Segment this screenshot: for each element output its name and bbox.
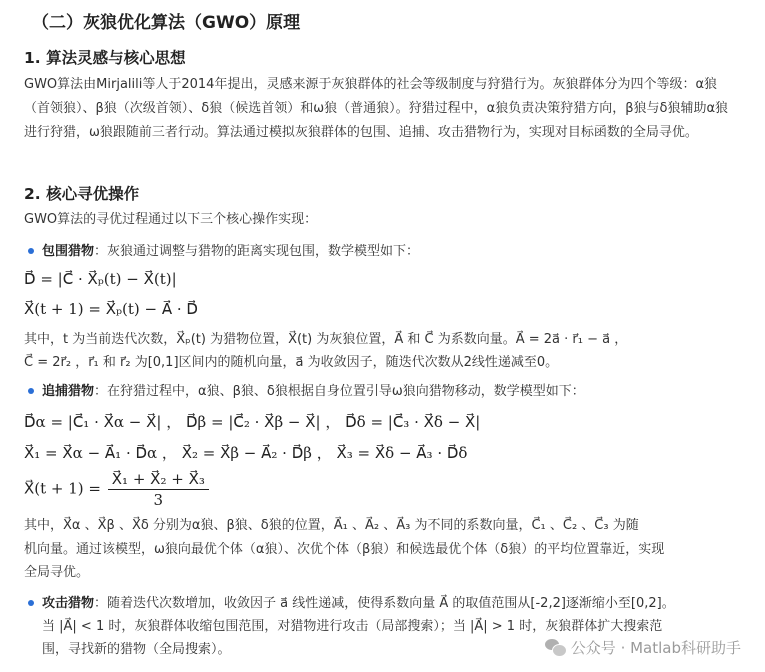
bullet-attack xyxy=(24,592,740,616)
bullet-encircle xyxy=(24,240,740,264)
wechat-icon xyxy=(545,639,565,656)
bullet-attack-text xyxy=(42,592,740,616)
watermark-text: 公众号 · Matlab科研助手 xyxy=(570,639,741,657)
bullet-pursue-label: 追捕猎物 xyxy=(42,384,95,399)
paragraph-inspiration: GWO算法由Mirjalili等人于2014年提出，灵感来源于灰狼群体的社会等级制度与狩猎行为。灰狼群体分为四个等级：α狼（首领狼）、β狼（次级首领）、δ狼（候选首领）和ω狼（普通狼）。狩猎过程中，α狼负责决策狩猎方向，β狼与δ狼辅助α狼进行狩猎，ω狼跟随前三者行动。算法通过模拟灰狼群体的包围、追捕、攻击猎物行为，实现对目标函数的全局寻优。 xyxy=(24,77,729,140)
bullet-dot xyxy=(28,388,34,394)
bullet-attack-line2: 当 |A⃗| < 1 时，灰狼群体收缩包围范围，对猎物进行攻击（局部搜索）；当 |A⃗| > 1 时，灰狼群体扩大搜索范 xyxy=(42,619,663,634)
heading-core-ops: 2. 核心寻优操作 xyxy=(24,185,140,203)
watermark xyxy=(545,637,741,658)
formula-encircle-distance: D⃗ = |C⃗ · X⃗ₚ(t) − X⃗(t)| xyxy=(24,270,177,288)
formula-pursue-average xyxy=(24,470,211,509)
paragraph-core-ops-intro: GWO算法的寻优过程通过以下三个核心操作实现： xyxy=(24,212,318,227)
bullet-encircle-desc: ：灰狼通过调整与猎物的距离实现包围，数学模型如下： xyxy=(94,244,420,259)
formula-pursue-distances: D⃗α = |C⃗₁ · X⃗α − X⃗| ， D⃗β = |C⃗₂ · X⃗β − X⃗| ， D⃗δ = |C⃗₃ · X⃗δ − X⃗| xyxy=(24,413,481,431)
formula-encircle-position: X⃗(t + 1) = X⃗ₚ(t) − A⃗ · D⃗ xyxy=(24,300,198,318)
bullet-attack-line3: 围，寻找新的猎物（全局搜索）。 xyxy=(42,642,231,657)
bullet-pursue xyxy=(24,380,740,404)
formula-fraction-numerator: X⃗₁ + X⃗₂ + X⃗₃ xyxy=(108,470,209,490)
bullet-attack-line1: ：随着迭代次数增加，收敛因子 a⃗ 线性递减，使得系数向量 A⃗ 的取值范围从[-2,2]逐渐缩小至[0,2]。 xyxy=(94,596,675,611)
formula-fraction-denominator: 3 xyxy=(153,491,164,509)
note-pursue-line3: 全局寻优。 xyxy=(24,565,90,580)
bullet-pursue-text xyxy=(42,380,740,404)
bullet-encircle-label: 包围猎物 xyxy=(42,244,95,259)
note-pursue-line1: 其中，X⃗α 、X⃗β 、X⃗δ 分别为α狼、β狼、δ狼的位置，A⃗₁ 、A⃗₂ 、A⃗₃ 为不同的系数向量，C⃗₁ 、C⃗₂ 、C⃗₃ 为随 xyxy=(24,518,639,533)
bullet-attack-label: 攻击猎物 xyxy=(42,596,95,611)
note-encircle-line2: C⃗ = 2r⃗₂ ，r⃗₁ 和 r⃗₂ 为[0,1]区间内的随机向量，a⃗ 为收敛因子，随迭代次数从2线性递减至0。 xyxy=(24,355,559,370)
bullet-pursue-desc: ：在狩猎过程中，α狼、β狼、δ狼根据自身位置引导ω狼向猎物移动，数学模型如下： xyxy=(94,384,585,399)
section-title: （二）灰狼优化算法（GWO）原理 xyxy=(32,13,301,33)
formula-pursue-positions: X⃗₁ = X⃗α − A⃗₁ · D⃗α ， X⃗₂ = X⃗β − A⃗₂ · D⃗β ， X⃗₃ = X⃗δ − A⃗₃ · D⃗δ xyxy=(24,444,468,462)
bullet-dot xyxy=(28,248,34,254)
note-pursue-line2: 机向量。通过该模型，ω狼向最优个体（α狼）、次优个体（β狼）和候选最优个体（δ狼）的平均位置靠近，实现 xyxy=(24,542,665,557)
formula-average-lhs: X⃗(t + 1) = xyxy=(24,479,101,498)
note-encircle-line1: 其中，t 为当前迭代次数，X⃗ₚ(t) 为猎物位置，X⃗(t) 为灰狼位置，A⃗ 和 C⃗ 为系数向量。A⃗ = 2a⃗ · r⃗₁ − a⃗ ， xyxy=(24,332,628,347)
heading-inspiration: 1. 算法灵感与核心思想 xyxy=(24,49,186,67)
bullet-encircle-text xyxy=(42,240,740,264)
bullet-dot xyxy=(28,600,34,606)
formula-fraction xyxy=(108,470,209,509)
